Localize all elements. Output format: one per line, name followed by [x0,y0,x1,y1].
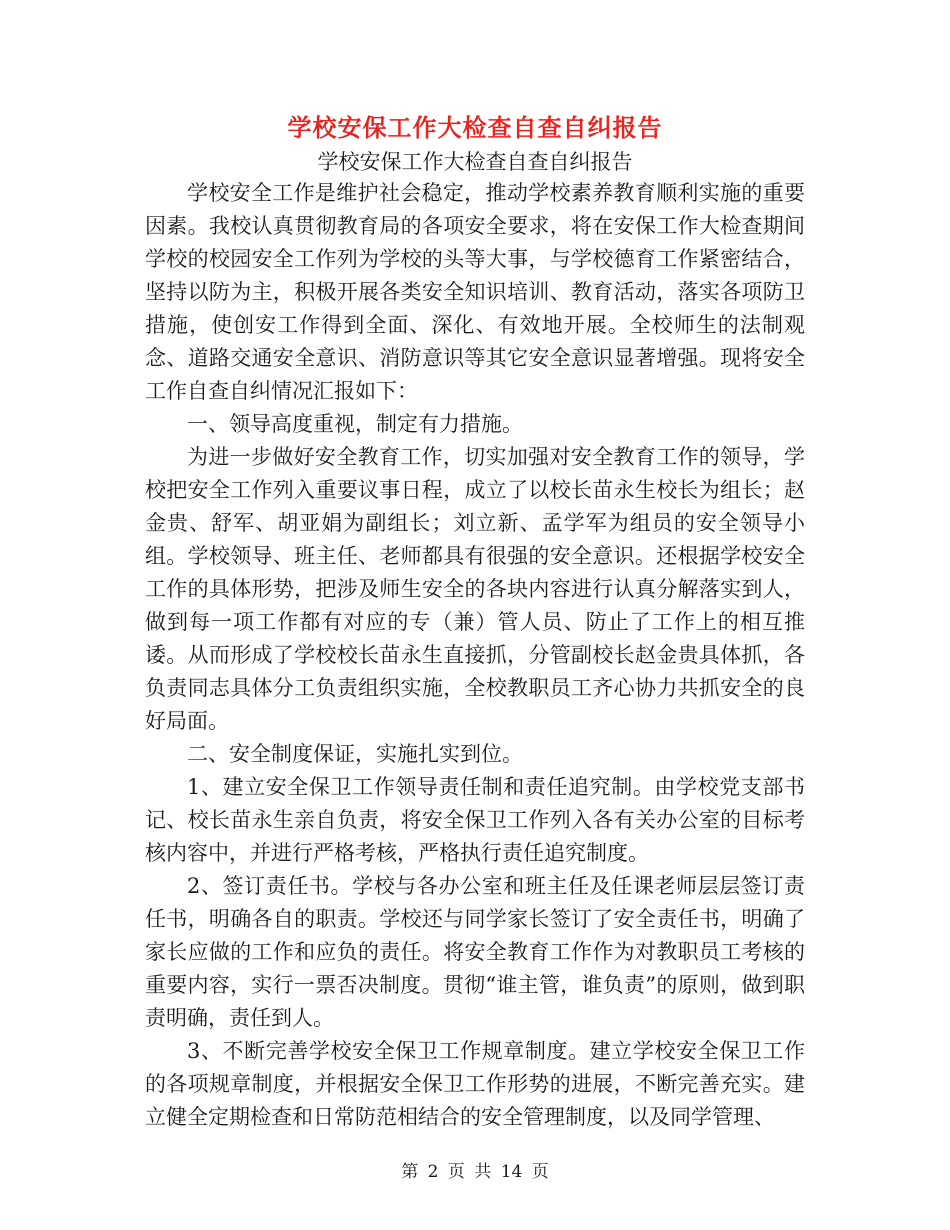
page-footer: 第 2 页 共 14 页 [401,1162,549,1182]
document-subtitle: 学校安保工作大检查自查自纠报告 [317,150,633,174]
section-heading-1: 一、领导高度重视，制定有力措施。 [187,412,523,436]
paragraph-item-3: 3、不断完善学校安全保卫工作规章制度。建立学校安全保卫工作的各项规章制度，并根据安全保卫工作形势的进展，不断完善充实。建立健全定期检查和日常防范相结合的安全管理制度，以及同学管理、 [145,1039,805,1129]
paragraph-leadership: 为进一步做好安全教育工作，切实加强对安全教育工作的领导，学校把安全工作列入重要议事日程，成立了以校长苗永生校长为组长；赵金贵、舒军、胡亚娟为副组长；刘立新、孟学军为组员的安全领导小组。学校领导、班主任、老师都具有很强的安全意识。还根据学校安全工作的具体形势，把涉及师生安全的各块内容进行认真分解落实到人，做到每一项工作都有对应的专（兼）管人员、防止了工作上的相互推诿。从而形成了学校校长苗永生直接抓，分管副校长赵金贵具体抓，各负责同志具体分工负责组织实施，全校教职员工齐心协力共抓安全的良好局面。 [145,445,805,733]
paragraph-item-2: 2、签订责任书。学校与各办公室和班主任及任课老师层层签订责任书，明确各自的职责。学校还与同学家长签订了安全责任书，明确了家长应做的工作和应负的责任。将安全教育工作作为对教职员工考核的重要内容，实行一票否决制度。贯彻“谁主管，谁负责”的原则，做到职责明确，责任到人。 [145,874,805,1030]
paragraph-intro: 学校安全工作是维护社会稳定，推动学校素养教育顺利实施的重要因素。我校认真贯彻教育局的各项安全要求，将在安保工作大检查期间学校的校园安全工作列为学校的头等大事，与学校德育工作紧密结合，坚持以防为主，积极开展各类安全知识培训、教育活动，落实各项防卫措施，使创安工作得到全面、深化、有效地开展。全校师生的法制观念、道路交通安全意识、消防意识等其它安全意识显著增强。现将安全工作自查自纠情况汇报如下： [145,181,805,403]
document-body [145,177,805,1134]
document-title: 学校安保工作大检查自查自纠报告 [287,113,663,142]
paragraph-item-1: 1、建立安全保卫工作领导责任制和责任追究制。由学校党支部书记、校长苗永生亲自负责，将安全保卫工作列入各有关办公室的目标考核内容中，并进行严格考核，严格执行责任追究制度。 [145,775,805,865]
section-heading-2: 二、安全制度保证，实施扎实到位。 [187,742,523,766]
